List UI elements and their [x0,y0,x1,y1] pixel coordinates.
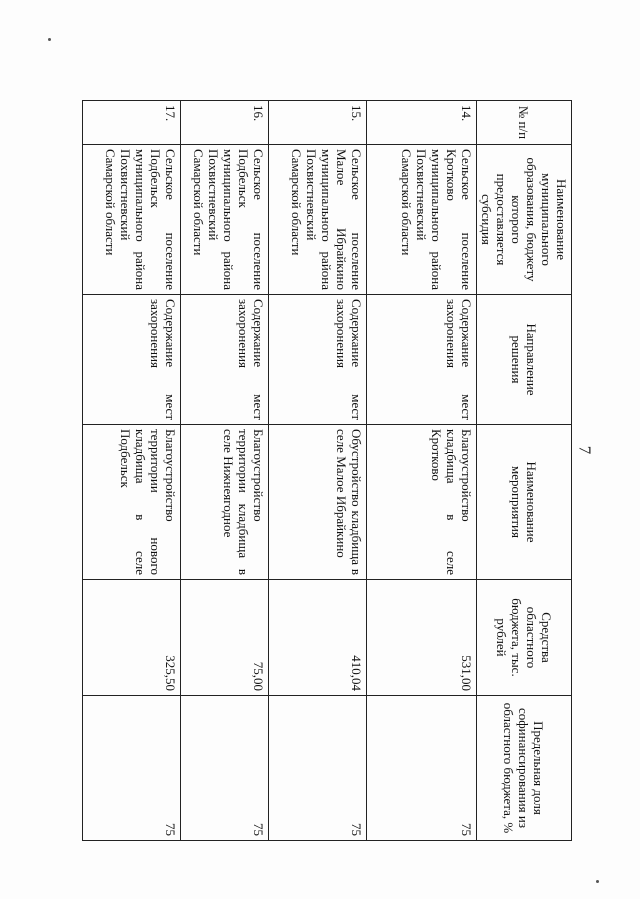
row-direction: Содержание мест захоронения [83,295,181,425]
row-event: Благоустройство территории кладбища в селе Нижнеягодное [181,425,269,580]
rotated-table-sheet [92,100,572,840]
row-funds: 75,00 [181,580,269,696]
row-funds: 325,50 [83,580,181,696]
row-municipality: Сельское поселение Малое Ибрайкино муниципального района Похвистневский Самарской области [269,145,367,295]
row-number: 16. [181,101,269,145]
table-row [269,101,367,841]
row-share: 75 [181,696,269,841]
row-share: 75 [269,696,367,841]
row-direction: Содержание мест захоронения [181,295,269,425]
row-share: 75 [367,696,477,841]
page-number: 7 [575,445,595,455]
row-share: 75 [83,696,181,841]
row-municipality: Сельское поселение Подбельск муниципального района Похвистневский Самарской области [83,145,181,295]
row-number: 17. [83,101,181,145]
table-row [367,101,477,841]
row-direction: Содержание мест захоронения [367,295,477,425]
row-funds: 531,00 [367,580,477,696]
header-number: № п/п [477,101,572,145]
header-share: Предельная доля софинансирования из областного бюджета, % [477,696,572,841]
table-row [181,101,269,841]
row-direction: Содержание мест захоронения [269,295,367,425]
header-municipality: Наименование муниципального образования, бюджету которого предоставляется субсидия [477,145,572,295]
table-header-row [477,101,572,841]
row-number: 15. [269,101,367,145]
header-direction: Направление решения [477,295,572,425]
subsidy-table [82,100,572,841]
row-event: Благоустройство территории нового кладбища в селе Подбельск [83,425,181,580]
scan-speck [596,880,599,883]
scan-speck [48,38,51,41]
row-event: Благоустройство кладбища в селе Кротково [367,425,477,580]
table-row [83,101,181,841]
header-funds: Средства областного бюджета, тыс. рублей [477,580,572,696]
row-event: Обустройство кладбища в селе Малое Ибрайкино [269,425,367,580]
row-municipality: Сельское поселение Подбельск муниципального района Похвистневский Самарской области [181,145,269,295]
row-number: 14. [367,101,477,145]
header-event: Наименование мероприятия [477,425,572,580]
row-funds: 410,04 [269,580,367,696]
row-municipality: Сельское поселение Кротково муниципального района Похвистневский Самарской области [367,145,477,295]
